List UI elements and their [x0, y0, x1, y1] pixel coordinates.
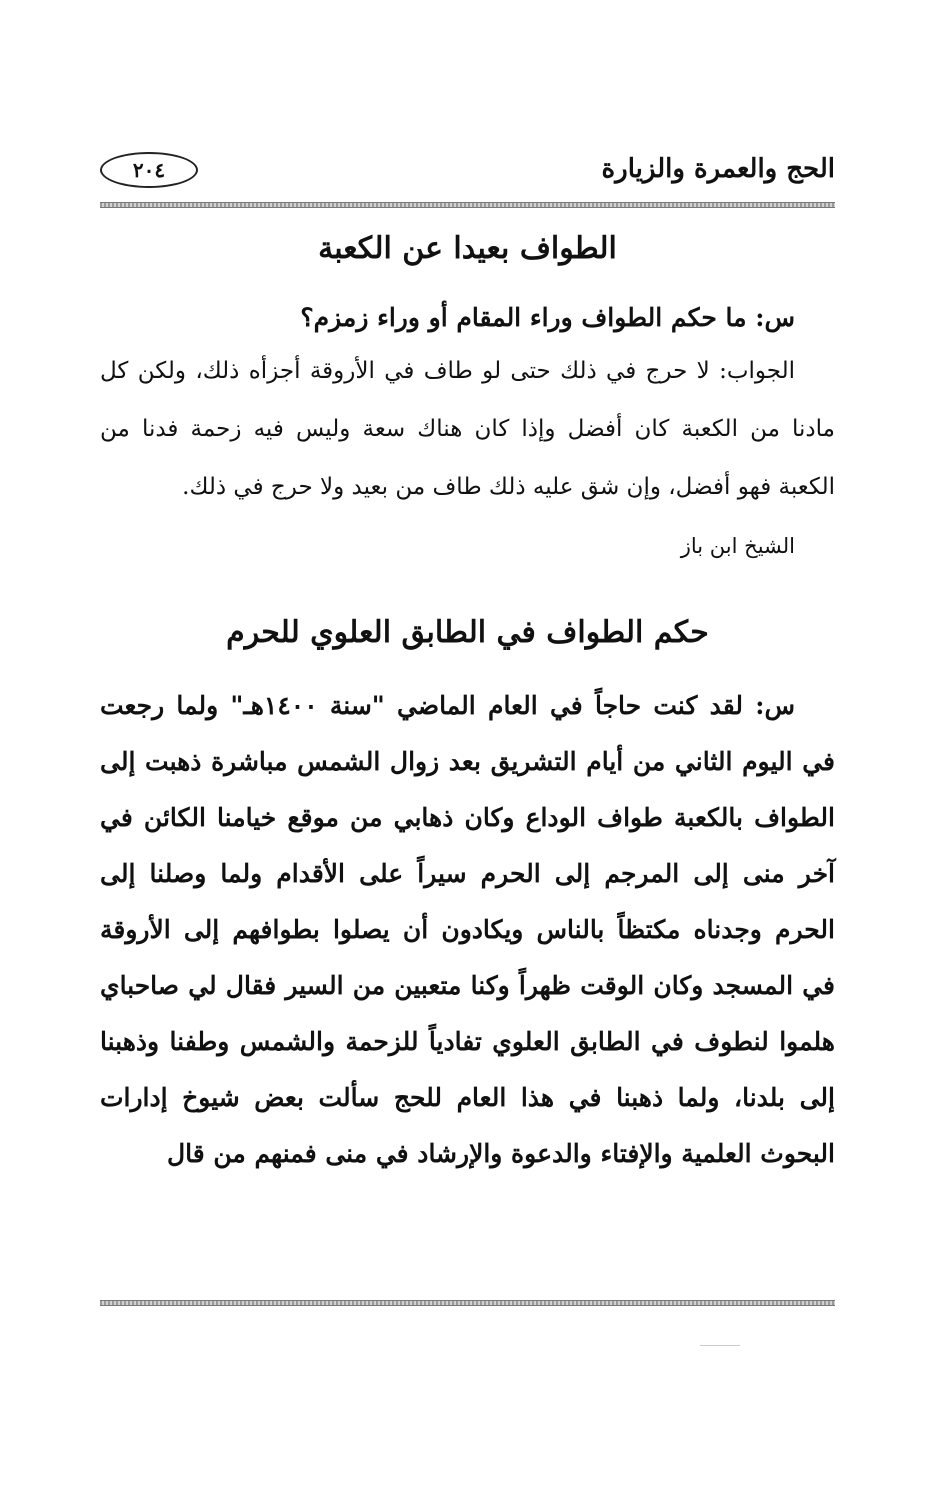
page-header: [100, 150, 835, 196]
section-heading-2: حكم الطواف في الطابق العلوي للحرم: [226, 615, 709, 650]
attribution: الشيخ ابن باز: [680, 534, 795, 558]
answer-1: الجواب: لا حرج في ذلك حتى لو طاف في الأروقة أجزأه ذلك، ولكن كل مادنا من الكعبة كان أفضل وإذا كان هناك سعة وليس فيه زحمة فدنا من الكعبة فهو أفضل، وإن شق عليه ذلك طاف من بعيد ولا حرج في ذلك.: [100, 358, 835, 500]
question-1: س: ما حكم الطواف وراء المقام أو وراء زمزم؟: [300, 303, 795, 332]
book-title: الحج والعمرة والزيارة: [601, 154, 835, 184]
section-heading-1: الطواف بعيدا عن الكعبة: [318, 231, 617, 266]
page-number: ٢٠٤: [100, 152, 198, 188]
scan-mark: [700, 1345, 740, 1346]
page-content: [100, 222, 835, 1182]
footer-rule: [100, 1300, 835, 1306]
question-2: س: لقد كنت حاجاً في العام الماضي "سنة ١٤٠٠هـ" ولما رجعت في اليوم الثاني من أيام التشريق بعد زوال الشمس مباشرة ذهبت إلى الطواف بالكعبة طواف الوداع وكان ذهابي من موقع خيامنا الكائن في آخر منى إلى المرجم إلى الحرم سيراً على الأقدام ولما وصلنا إلى الحرم وجدناه مكتظاً بالناس ويكادون أن يصلوا بطوافهم إلى الأروقة في المسجد وكان الوقت ظهراً وكنا متعبين من السير فقال لي صاحباي هلموا لنطوف في الطابق العلوي تفادياً للزحمة والشمس وطفنا وذهبنا إلى بلدنا، ولما ذهبنا في هذا العام للحج سألت بعض شيوخ إدارات البحوث العلمية والإفتاء والدعوة والإرشاد في منى فمنهم من قال: [100, 691, 835, 1168]
header-rule: [100, 202, 835, 208]
